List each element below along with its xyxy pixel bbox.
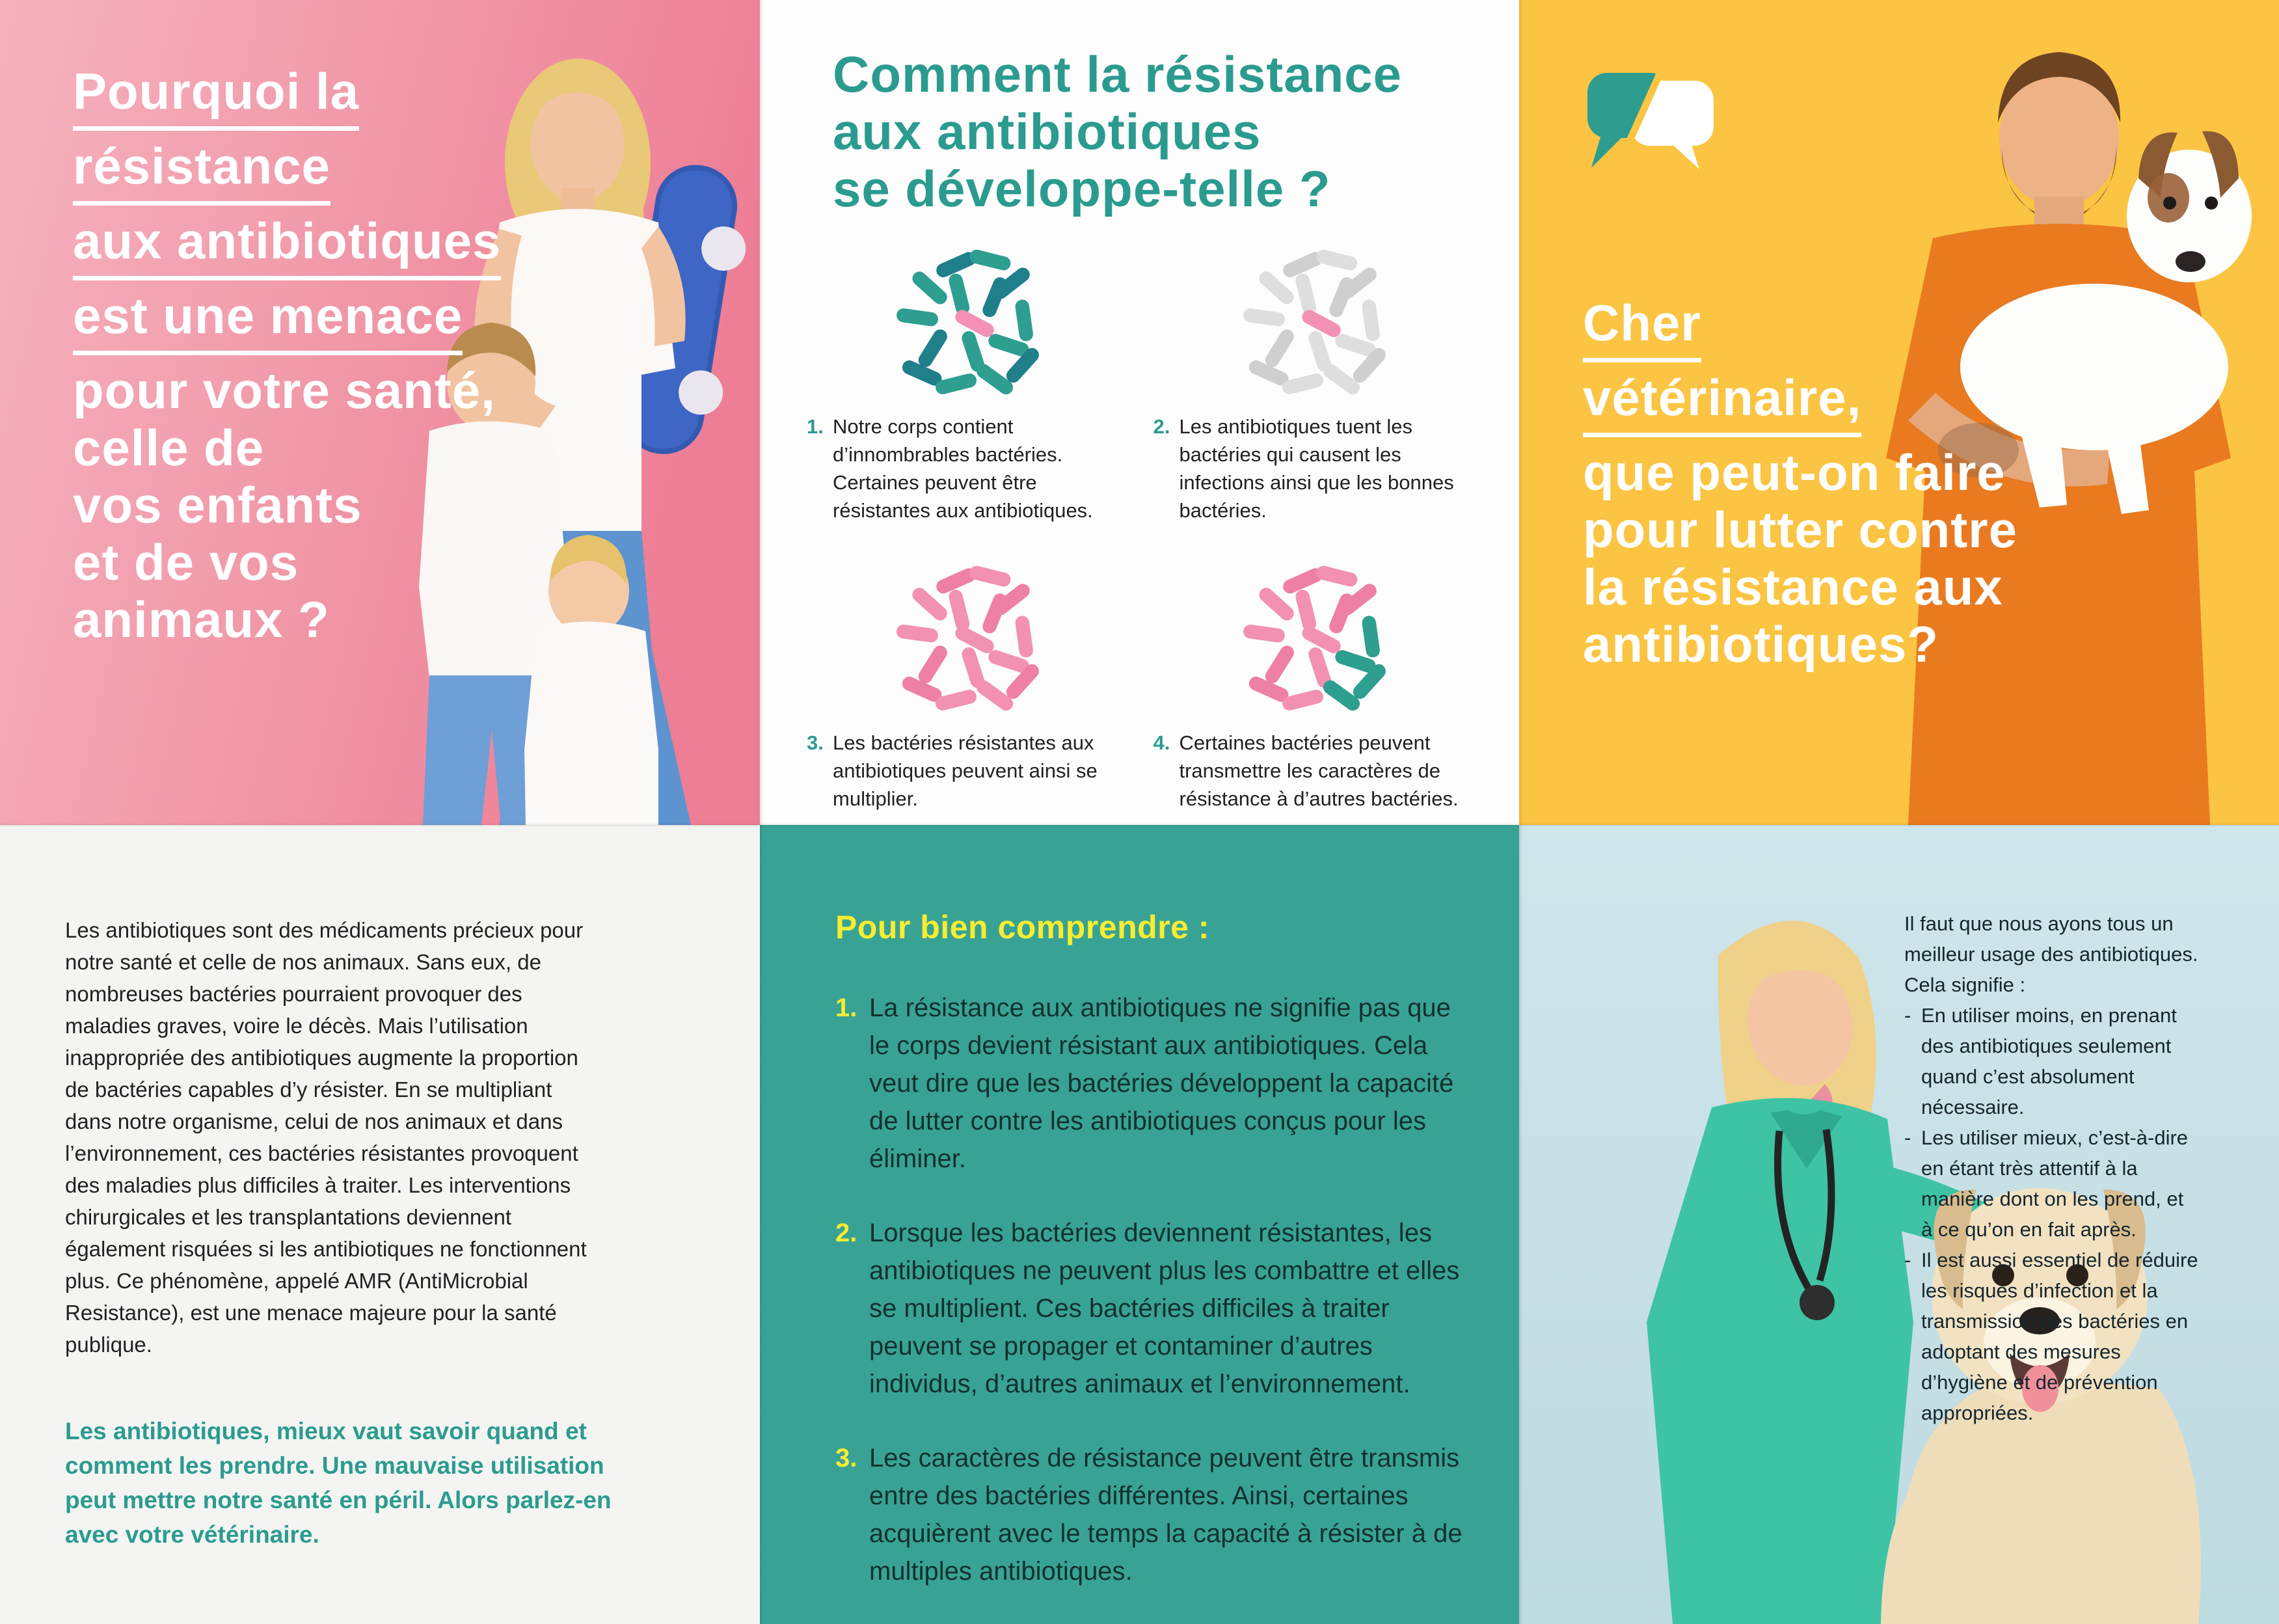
bullet-dash: - [1904,1249,1911,1271]
bullet-text: Il est aussi essentiel de réduire les risques d’infection et la transmission des bactéries en adoptant des mesures d’hygiène et de prévention appropriées. [1921,1249,2198,1424]
heading-line [73,476,749,534]
understand-heading: Pour bien comprendre : [835,909,1209,945]
heading-line [1583,558,2272,616]
step-number: 2. [1153,415,1170,438]
heading-line [1583,501,2272,558]
heading-line [73,534,749,591]
panel-understand [760,825,1519,1624]
item-number: 2. [835,1219,857,1247]
heading-line-text: pour votre santé, [73,362,496,419]
heading-line-text: celle de [73,419,265,476]
bullet-dash: - [1904,1004,1911,1027]
bullet-text: Les utiliser mieux, c’est-à-dire en étant très attentif à la manière dont on les prend, et à ce qu’on en fait après. [1921,1126,2189,1241]
understand-item [835,1439,1463,1590]
how-step-text [1153,413,1473,524]
heading-line-text: Comment la résistance [833,46,1403,103]
bacteria-figure-2 [1153,242,1473,403]
how-heading [833,46,1509,217]
item-text: Lorsque les bactéries deviennent résistantes, les antibiotiques ne peuvent plus les combattre et elles se multiplient. Ces bactéries difficiles à traiter peuvent se propager et contaminer d’autres individus, d’autres animaux et l’environnement. [869,1219,1460,1398]
heading-line [1583,369,2272,444]
heading-line [833,160,1509,217]
heading-line [1583,294,2272,369]
panel-intro-text [0,825,760,1624]
heading-line [1583,616,2272,673]
panel-vet-advice [1519,825,2279,1624]
advice-intro: Il faut que nous ayons tous un meilleur usage des antibiotiques. Cela signifie : [1904,912,2198,996]
heading-line [73,287,749,362]
step-text: Certaines bactéries peuvent transmettre les caractères de résistance à d’autres bactéries. [1179,731,1459,810]
heading-line-text: résistance [73,137,330,206]
advice-bullet [1904,1000,2198,1122]
bacteria-figure-3 [807,558,1126,720]
panel-how-resistance-develops [760,0,1519,825]
intro-paragraph: Les antibiotiques sont des médicaments précieux pour notre santé et celle de nos animaux. Sans eux, de nombreuses bactéries pourraient provoquer des maladies graves, voire le décès. Mais l’utilisation inappropriée des antibiotiques augmente la proportion de bactéries capables d’y résister. En se multipliant dans notre organisme, celui de nos animaux et dans l’environnement, ces bactéries résistantes provoquent des maladies plus difficiles à traiter. Les interventions chirurgicales et les transplantations deviennent également risquées si les antibiotiques ne fonctionnent plus. Ce phénomène, appelé AMR (AntiMicrobial Resistance), est une menace majeure pour la santé publique. [65,918,587,1357]
heading-line-text: que peut-on faire [1583,444,2006,501]
heading-line-text: se développe-telle ? [833,160,1331,217]
heading-line-text: antibiotiques? [1583,616,1939,673]
step-number: 1. [807,415,824,438]
heading-line [73,591,749,648]
heading-line-text: vos enfants [73,476,362,534]
how-step-3 [807,558,1126,813]
item-text: La résistance aux antibiotiques ne signifie pas que le corps devient résistant aux antibiotiques. Cela veut dire que les bactéries développent la capacité de lutter contre les antibiotiques conçus pour les éliminer. [869,994,1454,1173]
item-number: 3. [835,1444,857,1472]
heading-line-text: et de vos [73,534,299,591]
step-text: Notre corps contient d’innombrables bactéries. Certaines peuvent être résistantes aux antibiotiques. [833,415,1093,522]
panel-dear-veterinarian [1519,0,2279,825]
heading-line-text: la résistance aux [1583,558,2003,616]
why-heading [73,62,749,648]
heading-line [833,103,1509,160]
heading-line-text: aux antibiotiques [73,212,501,280]
advice-text-block [1904,908,2198,1428]
heading-line-text: Pourquoi la [73,62,359,131]
bacteria-killed-icon [1231,245,1395,400]
step-number: 3. [807,731,824,754]
dear-vet-heading [1583,294,2272,673]
how-step-4 [1153,558,1473,813]
bacteria-normal-flora-icon [884,245,1048,400]
heading-line [73,362,749,419]
advice-bullet [1904,1245,2198,1428]
step-text: Les bactéries résistantes aux antibiotiques peuvent ainsi se multiplier. [833,731,1098,810]
how-steps-grid [807,242,1472,813]
how-step-text [807,729,1126,813]
heading-line [1583,444,2272,501]
understand-item [835,989,1463,1178]
understand-list [835,989,1463,1624]
step-number: 4. [1153,731,1170,754]
heading-line [73,212,749,287]
advice-bullet [1904,1122,2198,1245]
bacteria-multiplied-icon [884,562,1048,716]
heading-line [73,419,749,476]
heading-line-text: animaux ? [73,591,330,648]
how-step-2 [1153,242,1473,524]
bacteria-figure-1 [807,242,1126,403]
item-number: 1. [835,994,857,1022]
heading-line [833,46,1509,103]
heading-line [73,137,749,212]
how-step-1 [807,242,1126,524]
how-step-text [1153,729,1473,813]
heading-line-text: vétérinaire, [1583,369,1861,437]
bullet-text: En utiliser moins, en prenant des antibiotiques seulement quand c’est absolument nécessaire. [1921,1004,2177,1118]
heading-line-text: Cher [1583,294,1701,362]
how-step-text [807,413,1126,524]
bullet-dash: - [1904,1126,1911,1149]
item-text: Les caractères de résistance peuvent être transmis entre des bactéries différentes. Ainsi, certaines acquièrent avec le temps la capacité à résister à de multiples antibiotiques. [869,1444,1463,1586]
step-text: Les antibiotiques tuent les bactéries qui causent les infections ainsi que les bonnes bactéries. [1179,415,1454,522]
bacteria-transfer-icon [1231,562,1395,716]
speech-bubbles-logo-icon [1581,64,1721,171]
panel-why-threat [0,0,760,825]
understand-item [835,1214,1463,1403]
bacteria-figure-4 [1153,558,1473,720]
heading-line-text: est une menace [73,287,463,355]
heading-line [73,62,749,137]
heading-line-text: aux antibiotiques [833,103,1261,160]
teal-callout-text: Les antibiotiques, mieux vaut savoir quand et comment les prendre. Une mauvaise utilisation peut mettre notre santé en péril. Alors parlez-en avec votre vétérinaire. [65,1418,612,1548]
heading-line-text: pour lutter contre [1583,501,2018,558]
advice-bullets [1904,1000,2198,1428]
